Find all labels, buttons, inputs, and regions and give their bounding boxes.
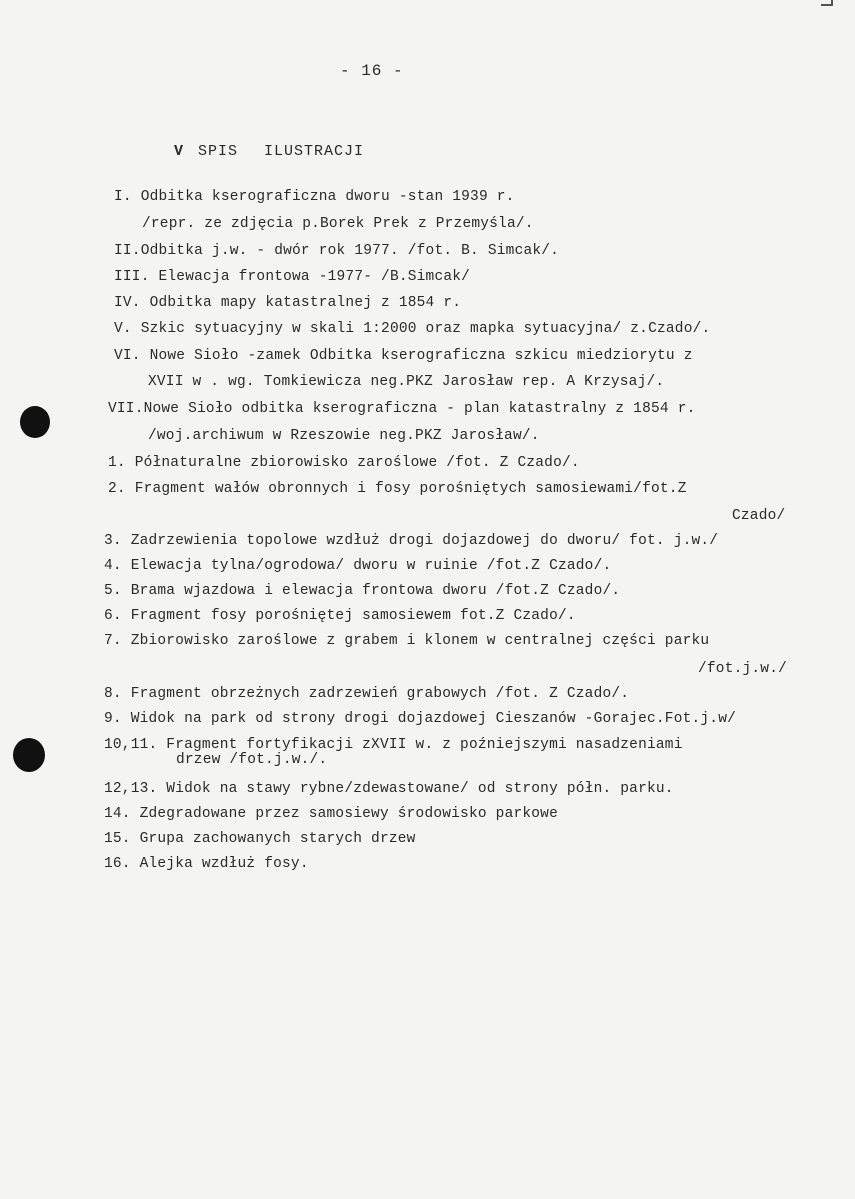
list-item-continuation: /repr. ze zdjęcia p.Borek Prek z Przemyśla/. [142, 216, 534, 232]
list-item: 7. Zbiorowisko zaroślowe z grabem i klonem w centralnej części parku [104, 633, 710, 649]
list-item: 12,13. Widok na stawy rybne/zdewastowane/ od strony półn. parku. [104, 781, 674, 797]
list-item: I. Odbitka kserograficzna dworu -stan 1939 r. [114, 189, 515, 205]
punch-hole [13, 738, 45, 772]
list-item-continuation: XVII w . wg. Tomkiewicza neg.PKZ Jarosław rep. A Krzysaj/. [148, 374, 665, 390]
list-item: IV. Odbitka mapy katastralnej z 1854 r. [114, 295, 462, 311]
list-item-continuation: /fot.j.w./ [698, 661, 788, 677]
heading-word-ilustracji: ILUSTRACJI [264, 143, 365, 160]
list-item-continuation: /woj.archiwum w Rzeszowie neg.PKZ Jarosław/. [148, 428, 540, 444]
corner-mark [821, 4, 833, 6]
heading-word-spis: SPIS [198, 143, 239, 160]
list-item: 5. Brama wjazdowa i elewacja frontowa dworu /fot.Z Czado/. [104, 583, 621, 599]
list-item-continuation: Czado/ [732, 508, 786, 524]
list-item: VI. Nowe Sioło -zamek Odbitka kserograficzna szkicu miedziorytu z [114, 348, 693, 364]
list-item: 6. Fragment fosy porośniętej samosiewem fot.Z Czado/. [104, 608, 576, 624]
list-item: 14. Zdegradowane przez samosiewy środowisko parkowe [104, 806, 558, 822]
list-item: VII.Nowe Sioło odbitka kserograficzna - plan katastralny z 1854 r. [108, 401, 696, 417]
list-item: 16. Alejka wzdłuż fosy. [104, 856, 309, 872]
list-item: 1. Półnaturalne zbiorowisko zaroślowe /fot. Z Czado/. [108, 455, 580, 471]
section-numeral: V [174, 143, 185, 160]
list-item-continuation: drzew /fot.j.w./. [176, 752, 328, 768]
list-item: 4. Elewacja tylna/ogrodowa/ dworu w ruinie /fot.Z Czado/. [104, 558, 612, 574]
list-item: 10,11. Fragment fortyfikacji zXVII w. z poźniejszymi nasadzeniami [104, 737, 683, 753]
list-item: II.Odbitka j.w. - dwór rok 1977. /fot. B. Simcak/. [114, 243, 560, 259]
list-item: V. Szkic sytuacyjny w skali 1:2000 oraz mapka sytuacyjna/ z.Czado/. [114, 321, 711, 337]
page-number: - 16 - [340, 62, 404, 80]
punch-hole [20, 406, 50, 438]
list-item: 8. Fragment obrzeżnych zadrzewień grabowych /fot. Z Czado/. [104, 686, 630, 702]
list-item: III. Elewacja frontowa -1977- /B.Simcak/ [114, 269, 471, 285]
list-item: 3. Zadrzewienia topolowe wzdłuż drogi dojazdowej do dworu/ fot. j.w./ [104, 533, 719, 549]
section-heading [174, 143, 364, 160]
list-item: 15. Grupa zachowanych starych drzew [104, 831, 416, 847]
list-item: 2. Fragment wałów obronnych i fosy porośniętych samosiewami/fot.Z [108, 481, 687, 497]
list-item: 9. Widok na park od strony drogi dojazdowej Cieszanów -Gorajec.Fot.j.w/ [104, 711, 737, 727]
